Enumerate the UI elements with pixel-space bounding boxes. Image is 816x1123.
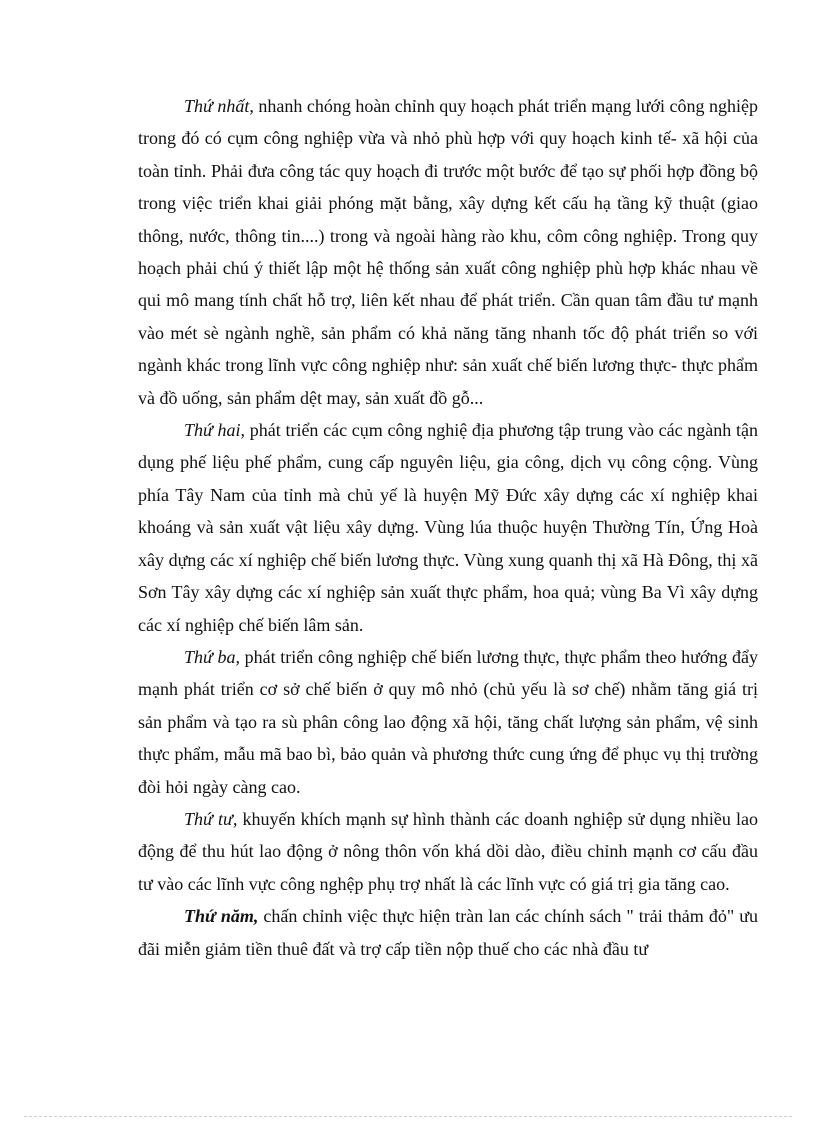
paragraph-2-text: phát triển các cụm công nghiệ địa phương tập trung vào các ngành tận dụng phế liệu phế phẩm, cung cấp nguyên liệu, gia công, dịch vụ công cộng. Vùng phía Tây Nam của tỉnh mà chủ yế là huyện Mỹ Đức xây dựng các xí nghiệp khai khoáng và sản xuất vật liệu xây dựng. Vùng lúa thuộc huyện Thường Tín, Ứng Hoà xây dựng các xí nghiệp chế biến lương thực. Vùng xung quanh thị xã Hà Đông, thị xã Sơn Tây xây dựng các xí nghiệp sản xuất thực phẩm, hoa quả; vùng Ba Vì xây dựng các xí nghiệp chế biến lâm sản.: [138, 420, 758, 635]
paragraph-1-text: , nhanh chóng hoàn chỉnh quy hoạch phát triển mạng lưới công nghiệp trong đó có cụm công nghiệp vừa và nhỏ phù hợp với quy hoạch kinh tế- xã hội của toàn tỉnh. Phải đưa công tác quy hoạch đi trước một bước để tạo sự phối hợp đồng bộ trong việc triển khai giải phóng mặt bằng, xây dựng kết cấu hạ tầng kỹ thuật (giao thông, nước, thông tin....) trong và ngoài hàng rào khu, côm công nghiệp. Trong quy hoạch phải chú ý thiết lập một hệ thống sản xuất công nghiệp phù hợp khác nhau về qui mô mang tính chất hỗ trợ, liên kết nhau để phát triển. Cần quan tâm đầu tư mạnh vào mét sè ngành nghề, sản phẩm có khả năng tăng nhanh tốc độ phát triển so với ngành khác trong lĩnh vực công nghiệp như: sản xuất chế biến lương thực- thực phẩm và đồ uống, sản phẩm dệt may, sản xuất đồ gỗ...: [138, 96, 759, 408]
paragraph-5: [138, 900, 758, 965]
paragraph-4-text: khuyến khích mạnh sự hình thành các doanh nghiệp sử dụng nhiều lao động để thu hút lao động ở nông thôn vốn khá dồi dào, điều chỉnh mạnh cơ cấu đầu tư vào các lĩnh vực công nghệp phụ trợ nhất là các lĩnh vực có giá trị gia tăng cao.: [138, 808, 758, 894]
paragraph-4: [138, 803, 758, 900]
paragraph-5-text: chấn chỉnh việc thực hiện tràn lan các chính sách " trải thảm đỏ" ưu đãi miễn giảm tiền thuê đất và trợ cấp tiền nộp thuế cho các nhà đầu tư: [138, 906, 758, 959]
paragraph-3-lead: Thứ ba,: [184, 646, 240, 667]
paragraph-1: [138, 90, 758, 414]
paragraph-5-lead: Thứ năm,: [184, 906, 259, 927]
page-bottom-divider: [24, 1116, 792, 1117]
paragraph-1-lead: Thứ nhất: [184, 96, 250, 116]
paragraph-2-lead: Thứ hai,: [184, 420, 246, 441]
paragraph-2: [138, 414, 758, 641]
paragraph-4-lead: Thứ tư,: [184, 808, 238, 829]
paragraph-3-text: phát triển công nghiệp chế biến lương thực, thực phẩm theo hướng đẩy mạnh phát triển cơ sở chế biến ở quy mô nhỏ (chủ yếu là sơ chế) nhằm tăng giá trị sản phẩm và tạo ra sù phân công lao động xã hội, tăng chất lượng sản phẩm, vệ sinh thực phẩm, mẫu mã bao bì, bảo quản và phương thức cung ứng để phục vụ thị trường đòi hỏi ngày càng cao.: [138, 646, 759, 797]
paragraph-3: [138, 641, 758, 803]
document-body: [138, 90, 758, 965]
